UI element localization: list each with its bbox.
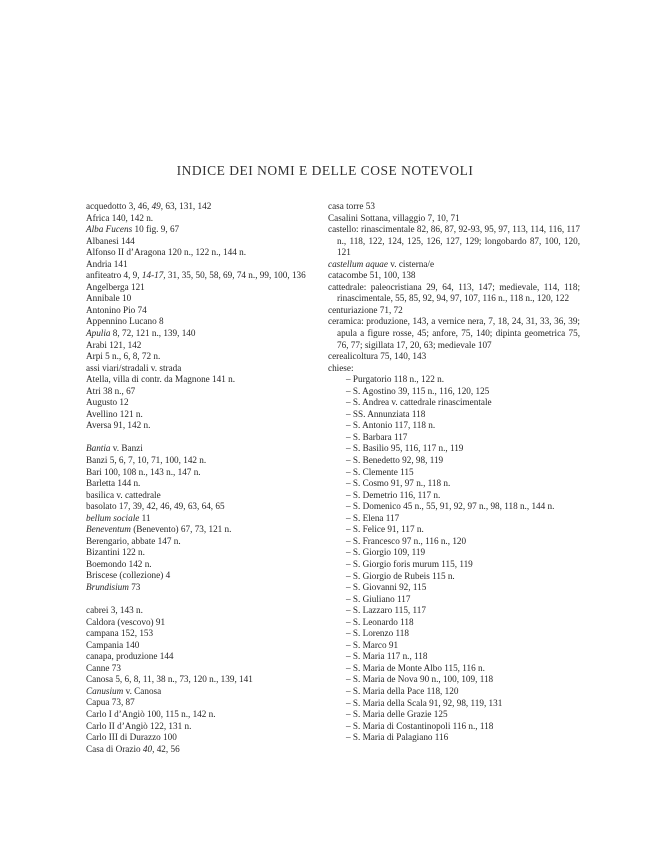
index-entry [86, 340, 318, 352]
index-entry [86, 674, 318, 686]
index-entry [86, 686, 318, 698]
entry-text: – S. Maria de Monte Albo 115, 116 n. [346, 662, 485, 673]
entry-text: v. Banzi [110, 443, 143, 454]
index-entry [86, 697, 318, 709]
index-entry [86, 305, 318, 317]
index-entry [86, 536, 318, 548]
index-subentry [328, 582, 580, 594]
entry-text-italic: 40, [142, 743, 155, 754]
entry-text: – S. Antonio 117, 118 n. [346, 420, 436, 431]
entry-text: – S. Domenico 45 n., 55, 91, 92, 97 n., 98, 118 n., 144 n. [346, 501, 555, 512]
index-entry [86, 570, 318, 582]
index-subentry [328, 698, 580, 710]
index-subentry [328, 709, 580, 721]
index-entry [86, 582, 318, 594]
entry-text: Africa 140, 142 n. [86, 212, 154, 223]
index-entry [328, 316, 580, 351]
entry-text: – S. Benedetto 92, 98, 119 [346, 455, 444, 466]
index-subentry [328, 513, 580, 525]
entry-text: Andria 141 [86, 258, 128, 269]
index-subentry [328, 524, 580, 536]
entry-text: Berengario, abbate 147 n. [86, 535, 181, 546]
entry-text: Barletta 144 n. [86, 478, 141, 489]
entry-text: – Purgatorio 118 n., 122 n. [346, 374, 444, 385]
index-entry [86, 363, 318, 375]
index-subentry [328, 617, 580, 629]
entry-text: Banzi 5, 6, 7, 10, 71, 100, 142 n. [86, 454, 207, 465]
entry-text: Canne 73 [86, 662, 121, 673]
index-subentry [328, 547, 580, 559]
entry-text: – S. Leonardo 118 [346, 616, 414, 627]
entry-text: campana 152, 153 [86, 628, 154, 639]
entry-text: chiese: [328, 362, 354, 373]
entry-text: Appennino Lucano 8 [86, 316, 164, 327]
entry-text: cattedrale: paleocristiana 29, 64, 113, 147; medievale, 114, 118; rinascimentale, 55, 85, 92, 94, 97, 107, 116 n., 118 n., 120, 122 [328, 281, 580, 304]
index-subentry [328, 721, 580, 733]
index-subentry [328, 409, 580, 421]
index-entry [86, 282, 318, 294]
entry-text: – S. Maria de Nova 90 n., 100, 109, 118 [346, 674, 494, 685]
entry-text: Atella, villa di contr. da Magnone 141 n. [86, 374, 236, 385]
entry-text: basilica v. cattedrale [86, 489, 161, 500]
entry-text: – S. Demetrio 116, 117 n. [346, 489, 441, 500]
index-entry [86, 247, 318, 259]
index-entry [86, 467, 318, 479]
entry-text: – S. Giuliano 117 [346, 593, 411, 604]
index-entry [86, 651, 318, 663]
index-entry [86, 443, 318, 455]
entry-text: v. Canosa [123, 685, 162, 696]
index-entry [86, 386, 318, 398]
entry-text: Atri 38 n., 67 [86, 385, 136, 396]
entry-text: – S. Andrea v. cattedrale rinascimentale [346, 397, 492, 408]
index-entry [86, 374, 318, 386]
entry-text: 63, 131, 142 [163, 201, 212, 211]
index-subentry [328, 663, 580, 675]
entry-text: Casa di Orazio [86, 743, 143, 754]
index-subentry [328, 640, 580, 652]
entry-text: Arpi 5 n., 6, 8, 72 n. [86, 351, 161, 362]
index-entry [86, 605, 318, 617]
index-subentry [328, 628, 580, 640]
index-entry [86, 270, 318, 282]
entry-text: assi viari/stradali v. strada [86, 362, 182, 373]
index-subentry [328, 386, 580, 398]
entry-text: – S. Francesco 97 n., 116 n., 120 [346, 535, 467, 546]
entry-text: Carlo II d’Angiò 122, 131 n. [86, 720, 192, 731]
entry-text: 10 fig. 9, 67 [132, 224, 180, 235]
entry-text: acquedotto 3, 46, [86, 201, 152, 211]
index-subentry [328, 536, 580, 548]
index-entry [328, 224, 580, 259]
entry-text: Carlo III di Durazzo 100 [86, 732, 177, 743]
entry-text: Boemondo 142 n. [86, 558, 152, 569]
index-entry [86, 744, 318, 756]
index-entry [86, 455, 318, 467]
index-entry [86, 259, 318, 271]
entry-text-italic: Bantia [86, 443, 111, 454]
entry-text: 11 [139, 512, 151, 523]
index-entry [86, 547, 318, 559]
entry-text-italic: castellum aquae [328, 258, 388, 269]
entry-text: Caldora (vescovo) 91 [86, 616, 166, 627]
index-subentry [328, 559, 580, 571]
index-entry [86, 513, 318, 525]
entry-text: Arabi 121, 142 [86, 339, 142, 350]
entry-text: – SS. Annunziata 118 [346, 408, 426, 419]
entry-text: 42, 56 [154, 743, 180, 754]
index-subentry [328, 467, 580, 479]
entry-text: – S. Giovanni 92, 115 [346, 582, 427, 593]
entry-text: – S. Basilio 95, 116, 117 n., 119 [346, 443, 464, 454]
index-subentry [328, 501, 580, 513]
index-entry [86, 293, 318, 305]
entry-text: basolato 17, 39, 42, 46, 49, 63, 64, 65 [86, 501, 225, 512]
index-subentry [328, 651, 580, 663]
entry-text: centuriazione 71, 72 [328, 304, 403, 315]
entry-text: – S. Giorgio de Rubeis 115 n. [346, 570, 455, 581]
entry-text: Angelberga 121 [86, 281, 145, 292]
index-entry [328, 363, 580, 375]
entry-text: casa torre 53 [328, 201, 375, 211]
entry-text: ceramica: produzione, 143, a vernice nera, 7, 18, 24, 31, 33, 36, 39; apula a figure rosse, 45; anfore, 75, 140; dipinta geometrica 75, 76, 77; sigillata 17, 20, 63; medievale 107 [328, 316, 580, 350]
entry-text: Briscese (collezione) 4 [86, 570, 171, 581]
entry-text: Bari 100, 108 n., 143 n., 147 n. [86, 466, 201, 477]
entry-text: Aversa 91, 142 n. [86, 420, 151, 431]
index-entry [328, 270, 580, 282]
entry-text: – S. Maria di Costantinopoli 116 n., 118 [346, 720, 494, 731]
entry-text: – S. Felice 91, 117 n. [346, 524, 424, 535]
entry-text: – S. Giorgio foris murum 115, 119 [346, 558, 473, 569]
entry-text: – S. Lorenzo 118 [346, 628, 409, 639]
entry-text: – S. Maria 117 n., 118 [346, 651, 428, 662]
entry-text: catacombe 51, 100, 138 [328, 270, 416, 281]
letter-group-gap [86, 432, 318, 444]
entry-text: castello: rinascimentale 82, 86, 87, 92-93, 95, 97, 113, 114, 116, 117 n., 118, 122, 124, 125, 126, 127, 129; longobardo 87, 100, 120, 121 [328, 224, 580, 258]
entry-text: – S. Agostino 39, 115 n., 116, 120, 125 [346, 385, 490, 396]
index-entry [86, 328, 318, 340]
index-subentry [328, 674, 580, 686]
entry-text: – S. Barbara 117 [346, 431, 408, 442]
index-entry [328, 201, 580, 213]
index-entry [86, 397, 318, 409]
index-entry [86, 490, 318, 502]
index-entry [86, 420, 318, 432]
entry-text: Canosa 5, 6, 8, 11, 38 n., 73, 120 n., 139, 141 [86, 674, 253, 685]
entry-text-italic: Alba Fucens [86, 224, 133, 235]
index-subentry [328, 478, 580, 490]
index-entry [86, 224, 318, 236]
index-entry [86, 213, 318, 225]
entry-text-italic: bellum sociale [86, 512, 140, 523]
entry-text: Campania 140 [86, 639, 140, 650]
entry-text: Carlo I d’Angiò 100, 115 n., 142 n. [86, 708, 216, 719]
entry-text: canapa, produzione 144 [86, 651, 174, 662]
index-entry [86, 640, 318, 652]
index-entry [86, 617, 318, 629]
entry-text: Alfonso II d’Aragona 120 n., 122 n., 144 n. [86, 247, 246, 258]
index-subentry [328, 420, 580, 432]
index-entry [328, 259, 580, 271]
index-subentry [328, 594, 580, 606]
entry-text: Antonino Pio 74 [86, 304, 147, 315]
entry-text-italic: Apulia [86, 328, 111, 339]
index-entry [86, 709, 318, 721]
index-entry [86, 559, 318, 571]
index-entry [86, 236, 318, 248]
entry-text: Albanesi 144 [86, 235, 135, 246]
index-entry [86, 501, 318, 513]
index-entry [328, 282, 580, 305]
entry-text: – S. Giorgio 109, 119 [346, 547, 426, 558]
index-subentry [328, 605, 580, 617]
index-column-left [86, 201, 318, 755]
entry-text: Avellino 121 n. [86, 408, 143, 419]
index-entry [328, 351, 580, 363]
entry-text: – S. Maria della Scala 91, 92, 98, 119, 131 [346, 697, 503, 708]
entry-text: Bizantini 122 n. [86, 547, 145, 558]
entry-text: – S. Maria della Pace 118, 120 [346, 685, 459, 696]
index-entry [86, 478, 318, 490]
entry-text-italic: Brundisium [86, 582, 129, 592]
entry-text-italic: Canusium [86, 685, 124, 696]
index-subentry [328, 686, 580, 698]
entry-text: – S. Marco 91 [346, 639, 399, 650]
entry-text: – S. Elena 117 [346, 512, 400, 523]
entry-text: (Benevento) 67, 73, 121 n. [130, 524, 232, 535]
index-subentry [328, 571, 580, 583]
index-entry [86, 721, 318, 733]
entry-text: anfiteatro 4, 9, [86, 270, 142, 281]
index-entry [86, 316, 318, 328]
entry-text: cabrei 3, 143 n. [86, 605, 143, 616]
entry-text: – S. Maria delle Grazie 125 [346, 709, 448, 720]
index-entry [86, 524, 318, 536]
index-entry [86, 201, 318, 213]
entry-text: Augusto 12 [86, 397, 129, 408]
index-entry [328, 213, 580, 225]
entry-text: – S. Clemente 115 [346, 466, 414, 477]
index-subentry [328, 732, 580, 744]
entry-text: – S. Maria di Palagiano 116 [346, 732, 449, 743]
index-entry [86, 732, 318, 744]
entry-text: – S. Cosmo 91, 97 n., 118 n. [346, 478, 451, 489]
index-entry [328, 305, 580, 317]
entry-text: – S. Lazzaro 115, 117 [346, 605, 426, 616]
entry-text: 73 [128, 582, 141, 592]
index-subentry [328, 432, 580, 444]
entry-text: v. cisterna/e [387, 258, 435, 269]
page-title: INDICE DEI NOMI E DELLE COSE NOTEVOLI [176, 163, 474, 178]
entry-text: cerealicoltura 75, 140, 143 [328, 351, 427, 362]
letter-group-gap [86, 594, 318, 606]
index-column-right [328, 201, 580, 744]
entry-text-italic: 14-17, [141, 270, 166, 281]
entry-text-italic: 49, [151, 201, 164, 211]
entry-text: Capua 73, 87 [86, 697, 135, 708]
entry-text: 31, 35, 50, 58, 69, 74 n., 99, 100, 136 [165, 270, 306, 281]
index-entry [86, 663, 318, 675]
entry-text: Casalini Sottana, villaggio 7, 10, 71 [328, 212, 460, 223]
index-subentry [328, 490, 580, 502]
index-subentry [328, 455, 580, 467]
entry-text-italic: Beneventum [86, 524, 131, 535]
index-subentry [328, 374, 580, 386]
index-entry [86, 409, 318, 421]
index-subentry [328, 443, 580, 455]
entry-text: 8, 72, 121 n., 139, 140 [110, 328, 196, 339]
index-entry [86, 351, 318, 363]
index-entry [86, 628, 318, 640]
index-subentry [328, 397, 580, 409]
entry-text: Annibale 10 [86, 293, 132, 304]
